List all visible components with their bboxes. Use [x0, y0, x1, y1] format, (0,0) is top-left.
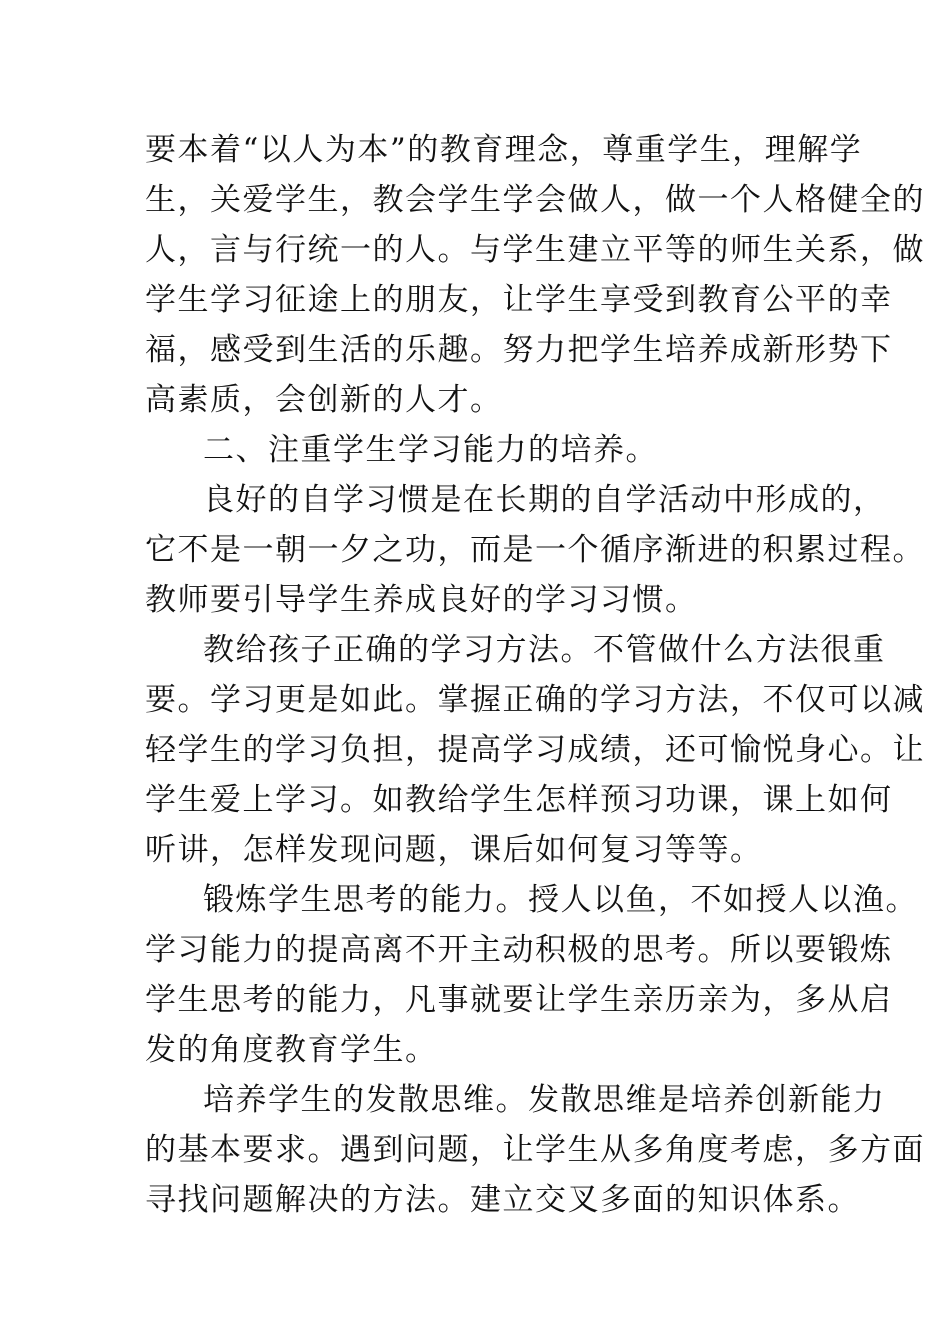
text-line: 学生学习征途上的朋友，让学生享受到教育公平的幸 [145, 282, 893, 318]
text-line: 学生思考的能力，凡事就要让学生亲历亲为，多从启 [145, 982, 893, 1018]
text-line: 高素质，会创新的人才。 [145, 382, 503, 418]
text-line: 教给孩子正确的学习方法。不管做什么方法很重 [203, 632, 886, 668]
text-line: 学习能力的提高离不开主动积极的思考。所以要锻炼 [145, 932, 893, 968]
text-line: 福，感受到生活的乐趣。努力把学生培养成新形势下 [145, 332, 893, 368]
text-line: 的基本要求。遇到问题，让学生从多角度考虑，多方面 [145, 1132, 925, 1168]
text-line: 听讲，怎样发现问题，课后如何复习等等。 [145, 832, 763, 868]
text-line: 锻炼学生思考的能力。授人以鱼，不如授人以渔。 [203, 882, 918, 918]
text-line: 学生爱上学习。如教给学生怎样预习功课，课上如何 [145, 782, 893, 818]
section-heading: 二、注重学生学习能力的培养。 [203, 432, 658, 468]
text-line: 生，关爱学生，教会学生学会做人，做一个人格健全的 [145, 182, 925, 218]
text-line: 人，言与行统一的人。与学生建立平等的师生关系，做 [145, 232, 925, 268]
text-line: 教师要引导学生养成良好的学习习惯。 [145, 582, 698, 618]
text-line: 培养学生的发散思维。发散思维是培养创新能力 [203, 1082, 886, 1118]
text-line: 发的角度教育学生。 [145, 1032, 438, 1068]
text-line: 寻找问题解决的方法。建立交叉多面的知识体系。 [145, 1182, 860, 1218]
text-line: 良好的自学习惯是在长期的自学活动中形成的， [203, 482, 886, 518]
text-line: 轻学生的学习负担，提高学习成绩，还可愉悦身心。让 [145, 732, 925, 768]
text-line: 它不是一朝一夕之功，而是一个循序渐进的积累过程。 [145, 532, 925, 568]
text-line: 要。学习更是如此。掌握正确的学习方法，不仅可以减 [145, 682, 925, 718]
text-line: 要本着“以人为本”的教育理念，尊重学生，理解学 [145, 132, 863, 168]
